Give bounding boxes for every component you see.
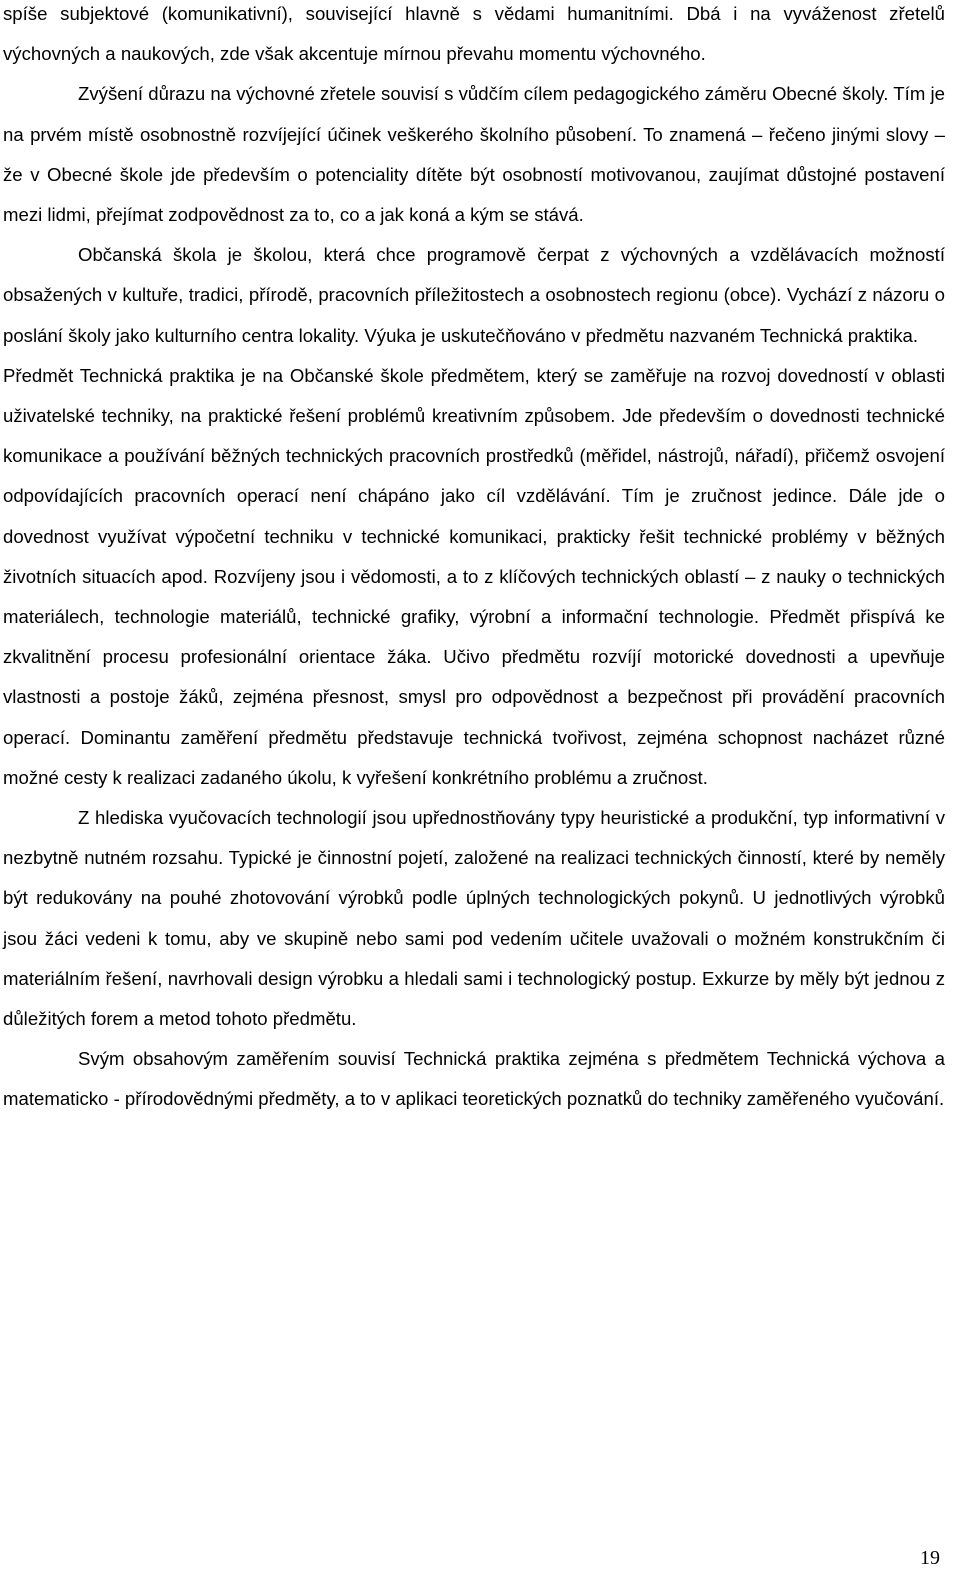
paragraph-3: Občanská škola je školou, která chce programově čerpat z výchovných a vzdělávacích možností obsažených v kultuře, tradici, přírodě, pracovních příležitostech a osobnostech regionu (obce). Vychází z názoru o poslání školy jako kulturního centra lokality. Výuka je uskutečňováno v předmětu nazvaném Technická praktika. bbox=[3, 244, 945, 346]
paragraph-6: Svým obsahovým zaměřením souvisí Technická praktika zejména s předmětem Technická výchova a matematicko - přírodovědnými předměty, a to v aplikaci teoretických poznatků do techniky zaměřeného vyučování. bbox=[3, 1048, 945, 1110]
document-page bbox=[3, 0, 945, 1120]
paragraph-1: spíše subjektové (komunikativní), související hlavně s vědami humanitními. Dbá i na vyváženost zřetelů výchovných a naukových, zde však akcentuje mírnou převahu momentu výchovného. bbox=[3, 3, 945, 65]
paragraph-5: Z hlediska vyučovacích technologií jsou upřednostňovány typy heuristické a produkční, typ informativní v nezbytně nutném rozsahu. Typické je činnostní pojetí, založené na realizaci technických činností, které by neměly být redukovány na pouhé zhotovování výrobků podle úplných technologických pokynů. U jednotlivých výrobků jsou žáci vedeni k tomu, aby ve skupině nebo sami pod vedením učitele uvažovali o možném konstrukčním či materiálním řešení, navrhovali design výrobku a hledali sami i technologický postup. Exkurze by měly být jednou z důležitých forem a metod tohoto předmětu. bbox=[3, 807, 945, 1030]
paragraph-2: Zvýšení důrazu na výchovné zřetele souvisí s vůdčím cílem pedagogického záměru Obecné školy. Tím je na prvém místě osobnostně rozvíjející účinek veškerého školního působení. To znamená – řečeno jinými slovy – že v Obecné škole jde především o potenciality dítěte být osobností motivovanou, zaujímat důstojné postavení mezi lidmi, přejímat zodpovědnost za to, co a jak koná a kým se stává. bbox=[3, 83, 945, 226]
paragraph-4: Předmět Technická praktika je na Občanské škole předmětem, který se zaměřuje na rozvoj dovedností v oblasti uživatelské techniky, na praktické řešení problémů kreativním způsobem. Jde především o dovednosti technické komunikace a používání běžných technických pracovních prostředků (měřidel, nástrojů, nářadí), přičemž osvojení odpovídajících pracovních operací není chápáno jako cíl vzdělávání. Tím je zručnost jedince. Dále jde o dovednost využívat výpočetní techniku v technické komunikaci, prakticky řešit technické problémy v běžných životních situacích apod. Rozvíjeny jsou i vědomosti, a to z klíčových technických oblastí – z nauky o technických materiálech, technologie materiálů, technické grafiky, výrobní a informační technologie. Předmět přispívá ke zkvalitnění procesu profesionální orientace žáka. Učivo předmětu rozvíjí motorické dovednosti a upevňuje vlastnosti a postoje žáků, zejména přesnost, smysl pro odpovědnost a bezpečnost při provádění pracovních operací. Dominantu zaměření předmětu představuje technická tvořivost, zejména schopnost nacházet různé možné cesty k realizaci zadaného úkolu, k vyřešení konkrétního problému a zručnost. bbox=[3, 364, 945, 788]
page-number: 19 bbox=[920, 1547, 940, 1569]
